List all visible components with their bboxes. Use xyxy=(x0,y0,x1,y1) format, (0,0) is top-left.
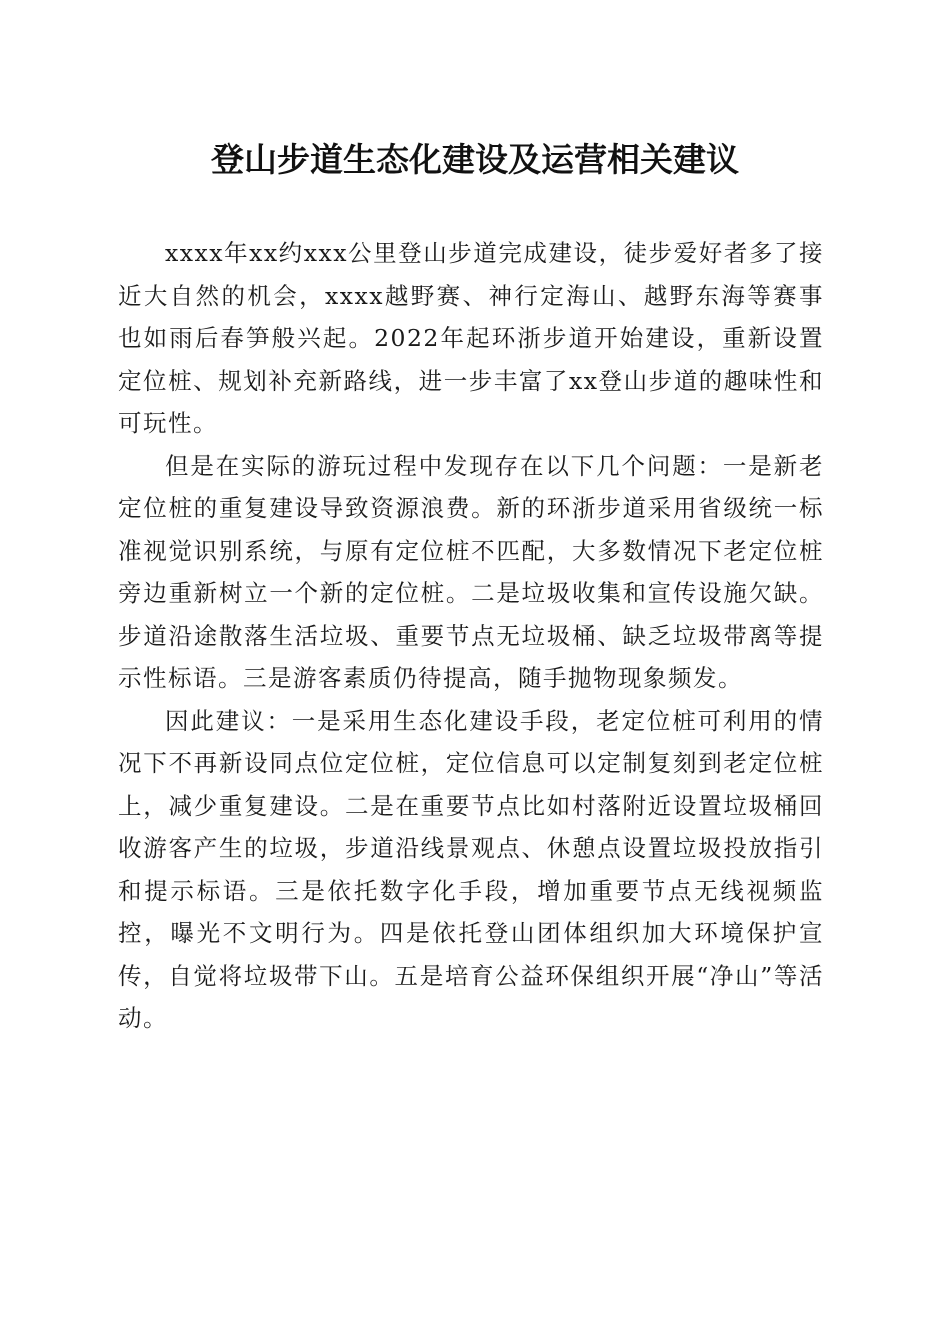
document-body xyxy=(118,232,824,1040)
paragraph-suggestions: 因此建议：一是采用生态化建设手段，老定位桩可利用的情况下不再新设同点位定位桩，定位信息可以定制复刻到老定位桩上，减少重复建设。二是在重要节点比如村落附近设置垃圾桶回收游客产生的垃圾，步道沿线景观点、休憩点设置垃圾投放指引和提示标语。三是依托数字化手段，增加重要节点无线视频监控，曝光不文明行为。四是依托登山团体组织加大环境保护宣传，自觉将垃圾带下山。五是培育公益环保组织开展“净山”等活动。 xyxy=(118,706,824,1032)
document-title: 登山步道生态化建设及运营相关建议 xyxy=(211,140,739,179)
paragraph-problems: 但是在实际的游玩过程中发现存在以下几个问题：一是新老定位桩的重复建设导致资源浪费。新的环浙步道采用省级统一标准视觉识别系统，与原有定位桩不匹配，大多数情况下老定位桩旁边重新树立一个新的定位桩。二是垃圾收集和宣传设施欠缺。步道沿途散落生活垃圾、重要节点无垃圾桶、缺乏垃圾带离等提示性标语。三是游客素质仍待提高，随手抛物现象频发。 xyxy=(118,451,824,692)
paragraph-intro: xxxx年xx约xxx公里登山步道完成建设，徒步爱好者多了接近大自然的机会，xxxx越野赛、神行定海山、越野东海等赛事也如雨后春笋般兴起。2022年起环浙步道开始建设，重新设置定位桩、规划补充新路线，进一步丰富了xx登山步道的趣味性和可玩性。 xyxy=(118,239,824,437)
